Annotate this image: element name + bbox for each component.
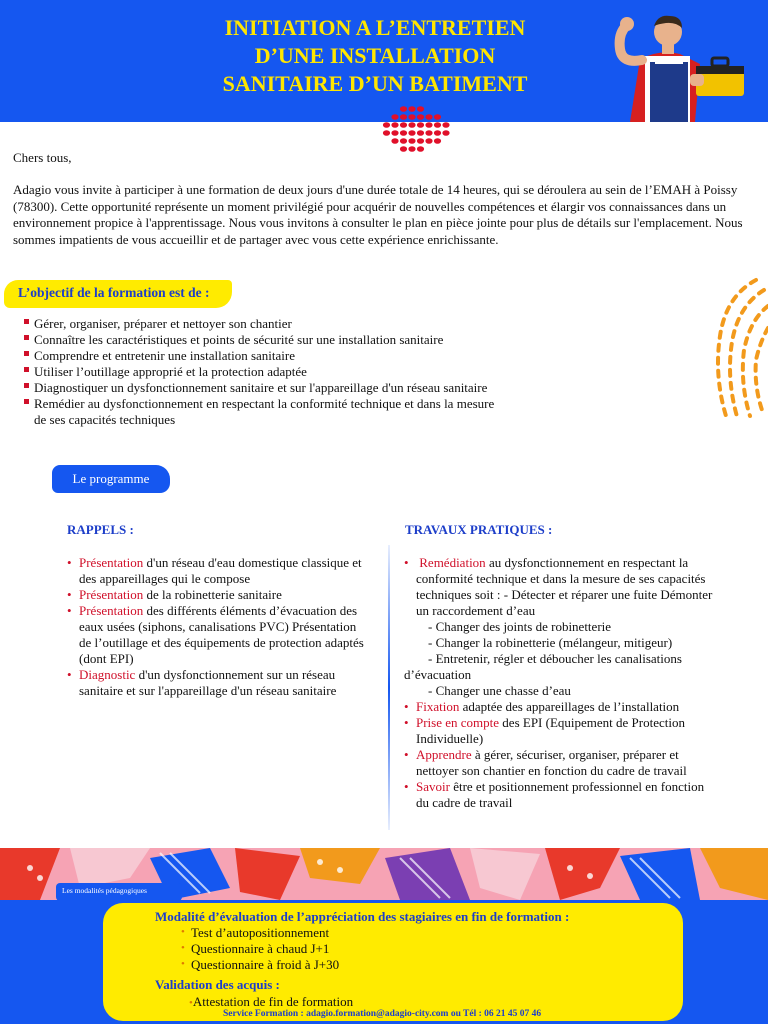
- list-item: Utiliser l’outillage approprié et la protection adaptée: [24, 364, 504, 380]
- rappels-list: [67, 555, 367, 699]
- list-item: Gérer, organiser, préparer et nettoyer son chantier: [24, 316, 504, 332]
- decorative-dot: [442, 122, 449, 128]
- validation-item: •Attestation de fin de formation: [189, 994, 354, 1009]
- list-item: • Apprendre à gérer, sécuriser, organiser, préparer et nettoyer son chantier en fonction du cadre de travail: [404, 747, 687, 778]
- list-item: Diagnostiquer un dysfonctionnement sanitaire et sur l'appareillage d'un réseau sanitaire: [24, 380, 504, 396]
- decorative-dot: [408, 106, 415, 112]
- decorative-dot: [425, 130, 432, 136]
- sub-item: - Changer la robinetterie (mélangeur, mitigeur): [428, 635, 673, 650]
- bullet-icon: [24, 335, 29, 340]
- page-title: [150, 14, 600, 98]
- list-item: • Questionnaire à chaud J+1: [181, 941, 330, 956]
- decorative-dot: [400, 106, 407, 112]
- modalites-label: Les modalités pédagogiques: [62, 886, 147, 895]
- list-item: • Fixation adaptée des appareillages de l’installation: [404, 699, 680, 714]
- list-item: Comprendre et entretenir une installation sanitaire: [24, 348, 504, 364]
- list-item: • Savoir être et positionnement professionnel en fonction du cadre de travail: [404, 779, 705, 810]
- title-line-1: INITIATION A L’ENTRETIEN: [224, 15, 526, 40]
- decorative-dot: [434, 138, 441, 144]
- sub-item: - Entretenir, régler et déboucher les canalisations: [428, 651, 682, 666]
- decorative-dot: [408, 114, 415, 120]
- list-item: • Présentation d'un réseau d'eau domestique classique et des appareillages qui le compose: [67, 555, 362, 586]
- decorative-dot: [442, 130, 449, 136]
- sub-item-continued: d’évacuation: [404, 667, 472, 682]
- list-item: • Remédiation au dysfonctionnement en respectant la conformité technique et dans la mesure de ses capacités techniques soit : - Détecter et réparer une fuite Démonter un raccordement d’eau: [404, 555, 713, 618]
- decorative-dot: [383, 130, 390, 136]
- column-divider: [388, 545, 390, 830]
- bullet-icon: [24, 319, 29, 324]
- decorative-dot: [417, 106, 424, 112]
- sub-item: - Changer une chasse d’eau: [428, 683, 571, 698]
- bullet-icon: [24, 351, 29, 356]
- decorative-dot: [391, 114, 398, 120]
- service-contact: Service Formation : adagio.formation@adagio-city.com ou Tél : 06 21 45 07 46: [223, 1009, 542, 1019]
- decorative-squiggle: [706, 276, 768, 424]
- decorative-dots: [372, 104, 452, 154]
- decorative-dot: [400, 138, 407, 144]
- decorative-dot: [408, 138, 415, 144]
- evaluation-list: [181, 925, 339, 973]
- bullet-icon: [24, 367, 29, 372]
- title-line-2: D’UNE INSTALLATION: [254, 43, 496, 68]
- intro-paragraph: Adagio vous invite à participer à une formation de deux jours d'une durée totale de 14 heures, qui se déroulera au sein de l’EMAH à Poissy (78300). Cette opportunité représente un moment privilégié pour acquérir de nouvelles compétences et élargir vos connaissances dans un environnement propice à l'apprentissage. Nous vous invitons à consulter le plan en pièce jointe pour plus de détails sur l'emplacement. Nous sommes impatients de vous accueillir et de partager avec vous cette expérience enrichissante.: [13, 182, 743, 247]
- list-item: • Prise en compte des EPI (Equipement de Protection Individuelle): [404, 715, 685, 746]
- decorative-dot: [425, 138, 432, 144]
- decorative-dot: [400, 114, 407, 120]
- objective-banner: [4, 280, 232, 308]
- handyman-illustration: [600, 4, 760, 122]
- list-item: • Présentation des différents éléments d’évacuation des eaux usées (siphons, canalisations PVC) Présentation de l’outillage et des équipements de protection adaptés (dont EPI): [67, 603, 364, 666]
- travaux-title: TRAVAUX PRATIQUES :: [405, 522, 553, 537]
- decorative-dot: [408, 122, 415, 128]
- decorative-dot: [417, 122, 424, 128]
- list-item: Connaître les caractéristiques et points de sécurité sur une installation sanitaire: [24, 332, 504, 348]
- greeting: Chers tous,: [13, 150, 72, 165]
- decorative-dot: [408, 130, 415, 136]
- decorative-dot: [425, 122, 432, 128]
- decorative-dot: [391, 130, 398, 136]
- decorative-dot: [400, 130, 407, 136]
- objective-title: L’objectif de la formation est de :: [18, 285, 210, 300]
- decorative-dot: [400, 122, 407, 128]
- validation-title: Validation des acquis :: [155, 977, 280, 992]
- decorative-dot: [391, 138, 398, 144]
- decorative-dot: [417, 130, 424, 136]
- title-line-3: SANITAIRE D’UN BATIMENT: [222, 71, 528, 96]
- programme-label: Le programme: [72, 471, 150, 486]
- decorative-dot: [434, 114, 441, 120]
- list-item: Remédier au dysfonctionnement en respectant la conformité technique et dans la mesure de ses capacités techniques: [24, 396, 504, 428]
- decorative-dot: [417, 138, 424, 144]
- decorative-dot: [425, 114, 432, 120]
- list-item: • Présentation de la robinetterie sanitaire: [67, 587, 282, 602]
- list-item: • Questionnaire à froid à J+30: [181, 957, 340, 972]
- decorative-dot: [391, 122, 398, 128]
- sub-item: - Changer des joints de robinetterie: [428, 619, 612, 634]
- modalites-tag: [56, 883, 182, 901]
- travaux-list: [404, 555, 720, 811]
- decorative-dot: [417, 114, 424, 120]
- programme-badge: [52, 465, 170, 493]
- objectives-list: [24, 316, 504, 428]
- bullet-icon: [24, 399, 29, 404]
- evaluation-title: Modalité d’évaluation de l’appréciation des stagiaires en fin de formation :: [155, 909, 570, 924]
- list-item: • Test d’autopositionnement: [181, 925, 330, 940]
- decorative-dot: [383, 122, 390, 128]
- bullet-icon: [24, 383, 29, 388]
- list-item: • Diagnostic d'un dysfonctionnement sur un réseau sanitaire et sur l'appareillage d'un réseau sanitaire: [67, 667, 337, 698]
- decorative-dot: [434, 130, 441, 136]
- intro-section: [13, 150, 758, 248]
- evaluation-box: [103, 903, 683, 1021]
- decorative-dot: [434, 122, 441, 128]
- rappels-title: RAPPELS :: [67, 522, 134, 537]
